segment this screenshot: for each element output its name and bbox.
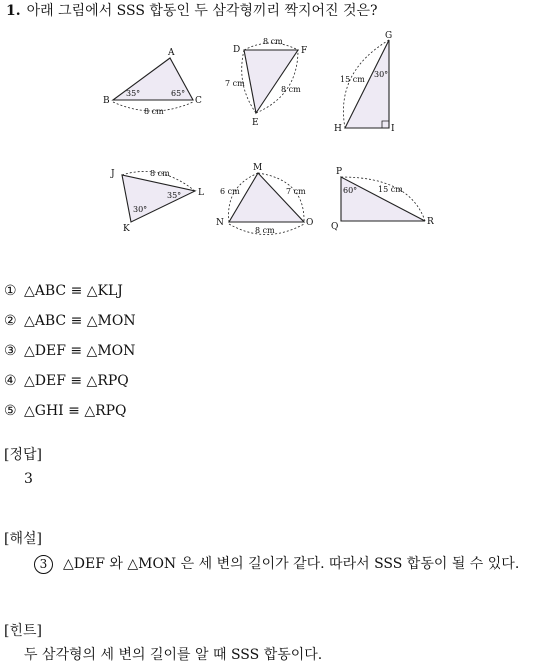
choice-4-text: △DEF ≡ △RPQ	[24, 373, 129, 389]
choice-2-text: △ABC ≡ △MON	[24, 313, 136, 329]
angle-p-label: 60°	[343, 186, 358, 195]
angle-c-label: 65°	[171, 89, 186, 98]
choice-1-number: ①	[4, 283, 17, 299]
triangle-mno	[216, 163, 313, 235]
vertex-i-label: I	[391, 124, 395, 134]
vertex-g-label: G	[385, 31, 393, 41]
explanation-text: △DEF 와 △MON 은 세 변의 길이가 같다. 따라서 SSS 합동이 될 수 있다.	[63, 556, 520, 572]
side-de-label: 7 cm	[225, 79, 245, 88]
explanation-label: [해설]	[4, 531, 42, 547]
vertex-a-label: A	[168, 48, 175, 58]
choice-5-text: △GHI ≡ △RPQ	[24, 403, 127, 419]
choice-3-number: ③	[4, 343, 17, 359]
vertex-d-label: D	[233, 45, 241, 55]
choice-3[interactable]	[4, 342, 136, 372]
vertex-j-label: J	[111, 169, 115, 179]
triangle-figures	[0, 0, 534, 250]
vertex-k-label: K	[123, 224, 130, 234]
triangle-def	[225, 37, 307, 128]
choice-5[interactable]	[4, 402, 136, 432]
triangle-ghi	[334, 31, 395, 134]
side-df-label: 8 cm	[263, 37, 283, 46]
explanation-body	[4, 552, 530, 576]
hint-text: 두 삼각형의 세 변의 길이를 알 때 SSS 합동이다.	[24, 647, 323, 663]
explanation-answer-marker: 3	[34, 555, 53, 574]
vertex-r-label: R	[427, 217, 434, 227]
question-number: 1.	[6, 3, 21, 19]
vertex-e-label: E	[252, 118, 259, 128]
vertex-p-label: P	[336, 167, 343, 177]
choice-5-number: ⑤	[4, 403, 17, 419]
choice-4-number: ④	[4, 373, 17, 389]
triangle-abc	[103, 48, 202, 116]
triangle-mno-shape	[229, 173, 304, 222]
vertex-f-label: F	[301, 46, 308, 56]
triangle-jkl	[110, 169, 204, 234]
triangle-def-shape	[244, 50, 298, 113]
choice-4[interactable]	[4, 372, 136, 402]
triangle-ghi-shape	[345, 40, 389, 128]
side-jl-label: 8 cm	[150, 169, 170, 178]
angle-l-label: 35°	[167, 191, 182, 200]
side-pr-label: 15 cm	[378, 185, 403, 194]
choice-3-text: △DEF ≡ △MON	[24, 343, 136, 359]
choices-list	[4, 282, 136, 432]
choice-2[interactable]	[4, 312, 136, 342]
triangle-pqr	[331, 167, 434, 232]
angle-b-label: 35°	[126, 89, 141, 98]
vertex-n-label: N	[216, 218, 224, 228]
choice-2-number: ②	[4, 313, 17, 329]
choice-1-text: △ABC ≡ △KLJ	[24, 283, 123, 299]
answer-label: [정답]	[4, 447, 42, 463]
side-no-label: 8 cm	[255, 226, 275, 235]
vertex-l-label: L	[198, 188, 204, 198]
question-text: 아래 그림에서 SSS 합동인 두 삼각형끼리 짝지어진 것은?	[26, 3, 378, 19]
side-mn-label: 6 cm	[220, 187, 240, 196]
angle-k-label: 30°	[133, 205, 148, 214]
triangle-pqr-shape	[341, 177, 425, 221]
side-bc-label: 8 cm	[144, 107, 164, 116]
vertex-o-label: O	[306, 218, 314, 228]
side-gh-label: 15 cm	[340, 75, 365, 84]
vertex-h-label: H	[334, 124, 342, 134]
vertex-q-label: Q	[331, 222, 339, 232]
vertex-b-label: B	[103, 96, 110, 106]
choice-1[interactable]	[4, 282, 136, 312]
vertex-c-label: C	[195, 96, 202, 106]
vertex-m-label: M	[253, 163, 263, 173]
hint-label: [힌트]	[4, 623, 42, 639]
angle-g-label: 30°	[374, 70, 389, 79]
side-mo-label: 7 cm	[286, 187, 306, 196]
triangle-jkl-shape	[122, 175, 195, 222]
answer-value: 3	[24, 471, 33, 487]
side-ef-label: 8 cm	[281, 85, 301, 94]
